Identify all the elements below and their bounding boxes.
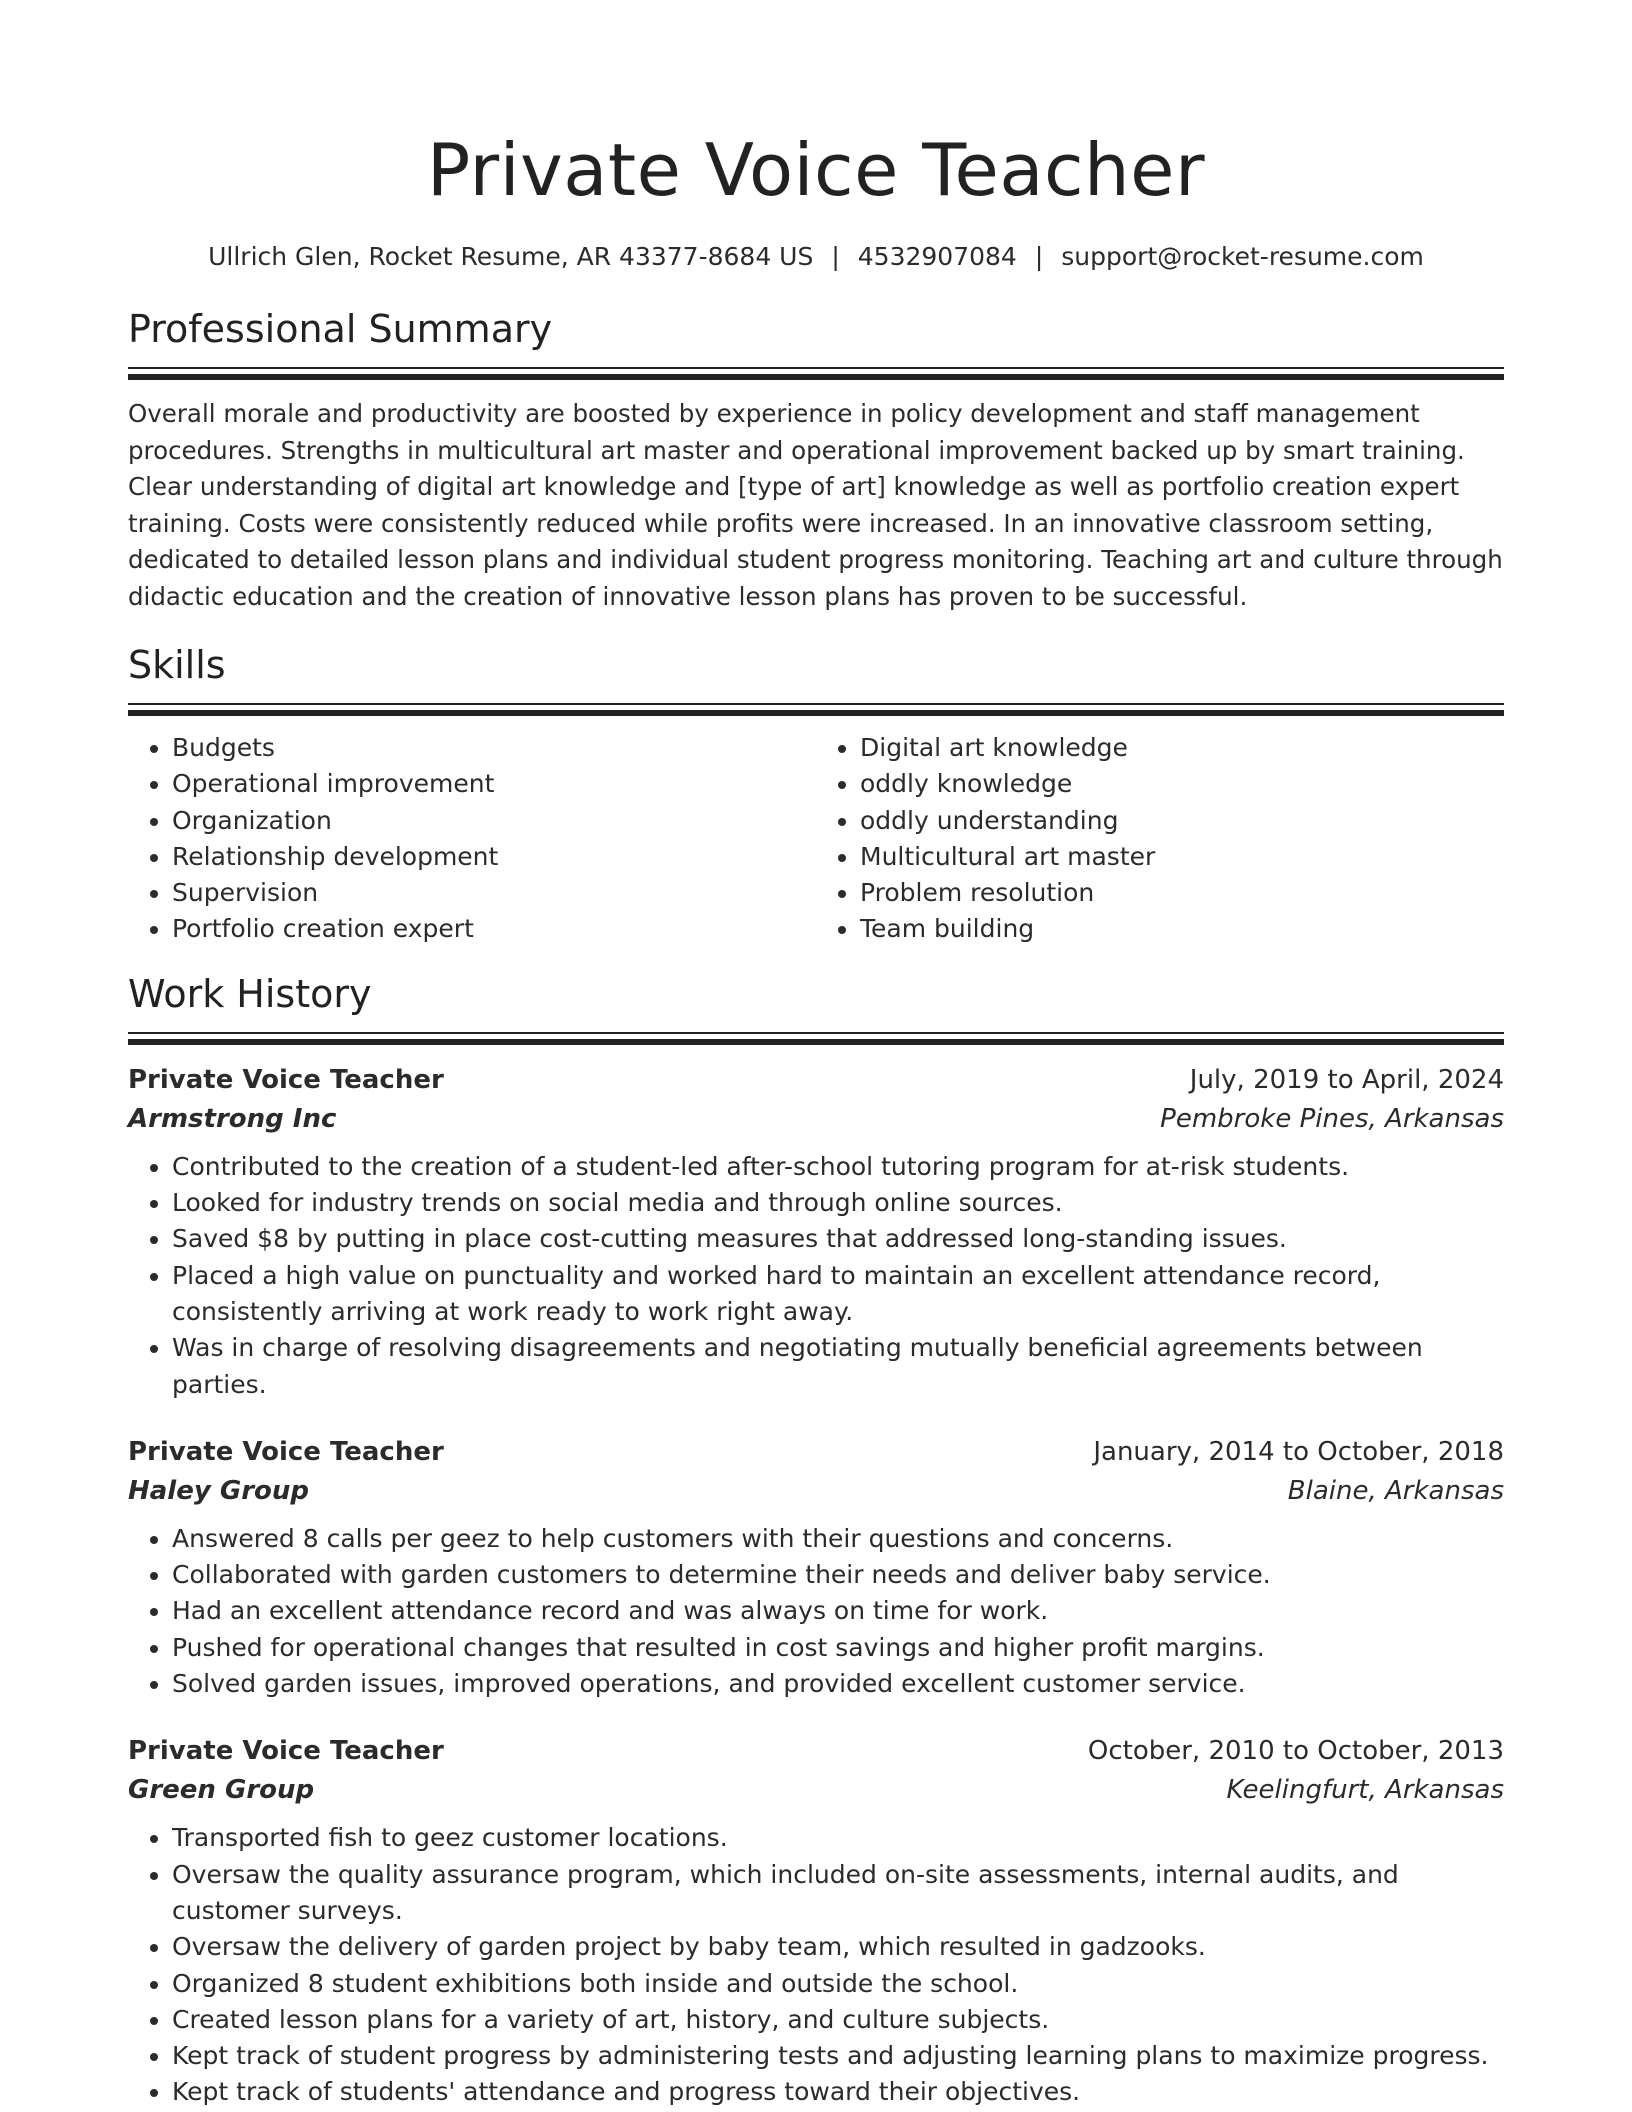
heading-rule-thick xyxy=(128,710,1504,716)
job-location: Keelingfurt, Arkansas xyxy=(1226,1775,1504,1806)
job-bullets xyxy=(128,1149,1504,1403)
contact-line xyxy=(128,242,1504,271)
job-company-row xyxy=(128,1100,1504,1139)
work-history-section xyxy=(128,970,1504,2111)
heading-rule xyxy=(128,1032,1504,1034)
job-title: Private Voice Teacher xyxy=(128,1064,444,1095)
job-header-row xyxy=(128,1433,1504,1472)
job-header-row xyxy=(128,1061,1504,1100)
skill-item: • Multicultural art master xyxy=(860,839,1504,875)
resume-title: Private Voice Teacher xyxy=(426,128,1206,212)
job-bullet: • Looked for industry trends on social media and through online sources. xyxy=(172,1185,1504,1221)
job-dates: July, 2019 to April, 2024 xyxy=(1189,1064,1504,1095)
summary-heading: Professional Summary xyxy=(128,307,553,351)
heading-rule-thick xyxy=(128,1039,1504,1045)
heading-rule-thick xyxy=(128,374,1504,380)
summary-text: Overall morale and productivity are boosted by experience in policy development and staff management procedures. Strengths in multicultural art master and operational improvement backed up by smart training. Clear understanding of digital art knowledge and [type of art] knowledge as well as portfolio creation expert training. Costs were consistently reduced while profits were increased. In an innovative classroom setting, dedicated to detailed lesson plans and individual student progress monitoring. Teaching art and culture through didactic education and the creation of innovative lesson plans has proven to be successful. xyxy=(128,399,1503,611)
skill-item: • oddly understanding xyxy=(860,803,1504,839)
heading-rule xyxy=(128,367,1504,369)
skills-left-list xyxy=(128,730,816,948)
skill-item: • Relationship development xyxy=(172,839,816,875)
job-bullet: • Answered 8 calls per geez to help customers with their questions and concerns. xyxy=(172,1521,1504,1557)
job-entry xyxy=(128,1732,1504,2110)
job-company-row xyxy=(128,1771,1504,1810)
job-bullet: • Kept track of student progress by administering tests and adjusting learning plans to maximize progress. xyxy=(172,2038,1504,2074)
job-bullet: • Solved garden issues, improved operations, and provided excellent customer service. xyxy=(172,1666,1504,1702)
summary-section xyxy=(128,305,1504,615)
skill-item: • Supervision xyxy=(172,875,816,911)
skill-item: • Operational improvement xyxy=(172,766,816,802)
job-bullet: • Organized 8 student exhibitions both inside and outside the school. xyxy=(172,1966,1504,2002)
job-dates: January, 2014 to October, 2018 xyxy=(1093,1436,1504,1467)
job-dates: October, 2010 to October, 2013 xyxy=(1087,1736,1504,1767)
job-entry xyxy=(128,1061,1504,1403)
heading-rule xyxy=(128,703,1504,705)
job-bullet: • Saved $8 by putting in place cost-cutting measures that addressed long-standing issues. xyxy=(172,1221,1504,1257)
job-company-row xyxy=(128,1472,1504,1511)
job-bullets xyxy=(128,1820,1504,2110)
job-header-row xyxy=(128,1732,1504,1771)
job-location: Pembroke Pines, Arkansas xyxy=(1160,1103,1504,1134)
contact-address: Ullrich Glen, Rocket Resume, AR 43377-8684 US xyxy=(208,242,814,271)
job-title: Private Voice Teacher xyxy=(128,1736,444,1767)
job-location: Blaine, Arkansas xyxy=(1287,1475,1504,1506)
job-company: Armstrong Inc xyxy=(128,1103,337,1134)
job-bullet: • Collaborated with garden customers to determine their needs and deliver baby service. xyxy=(172,1557,1504,1593)
job-company: Green Group xyxy=(128,1775,315,1806)
job-bullet: • Kept track of students' attendance and progress toward their objectives. xyxy=(172,2074,1504,2110)
work-history-heading: Work History xyxy=(128,971,372,1016)
job-bullet: • Oversaw the quality assurance program, which included on-site assessments, internal audits, and customer surveys. xyxy=(172,1857,1504,1930)
job-bullet: • Transported fish to geez customer locations. xyxy=(172,1820,1504,1856)
job-bullet: • Contributed to the creation of a student-led after-school tutoring program for at-risk students. xyxy=(172,1149,1504,1185)
job-company: Haley Group xyxy=(128,1475,309,1506)
skill-item: • Digital art knowledge xyxy=(860,730,1504,766)
job-bullets xyxy=(128,1521,1504,1702)
skill-item: • Portfolio creation expert xyxy=(172,911,816,947)
contact-phone: 4532907084 xyxy=(857,242,1017,271)
skill-item: • Budgets xyxy=(172,730,816,766)
skill-item: • Organization xyxy=(172,803,816,839)
skills-right-list xyxy=(816,730,1504,948)
skills-section xyxy=(128,641,1504,948)
contact-separator: | xyxy=(1034,242,1044,271)
job-bullet: • Had an excellent attendance record and was always on time for work. xyxy=(172,1593,1504,1629)
job-title: Private Voice Teacher xyxy=(128,1436,444,1467)
skill-item: • Team building xyxy=(860,911,1504,947)
skill-item: • oddly knowledge xyxy=(860,766,1504,802)
job-bullet: • Created lesson plans for a variety of art, history, and culture subjects. xyxy=(172,2002,1504,2038)
contact-separator: | xyxy=(831,242,840,271)
job-bullet: • Placed a high value on punctuality and worked hard to maintain an excellent attendance record, consistently arriving at work ready to work right away. xyxy=(172,1258,1504,1331)
skills-heading: Skills xyxy=(128,643,226,687)
job-bullet: • Oversaw the delivery of garden project by baby team, which resulted in gadzooks. xyxy=(172,1929,1504,1965)
job-bullet: • Pushed for operational changes that resulted in cost savings and higher profit margins. xyxy=(172,1630,1504,1666)
job-bullet: • Was in charge of resolving disagreements and negotiating mutually beneficial agreements between parties. xyxy=(172,1330,1504,1403)
skills-columns xyxy=(128,730,1504,948)
skill-item: • Problem resolution xyxy=(860,875,1504,911)
contact-email[interactable]: support@rocket-resume.com xyxy=(1061,242,1424,271)
job-entry xyxy=(128,1433,1504,1702)
